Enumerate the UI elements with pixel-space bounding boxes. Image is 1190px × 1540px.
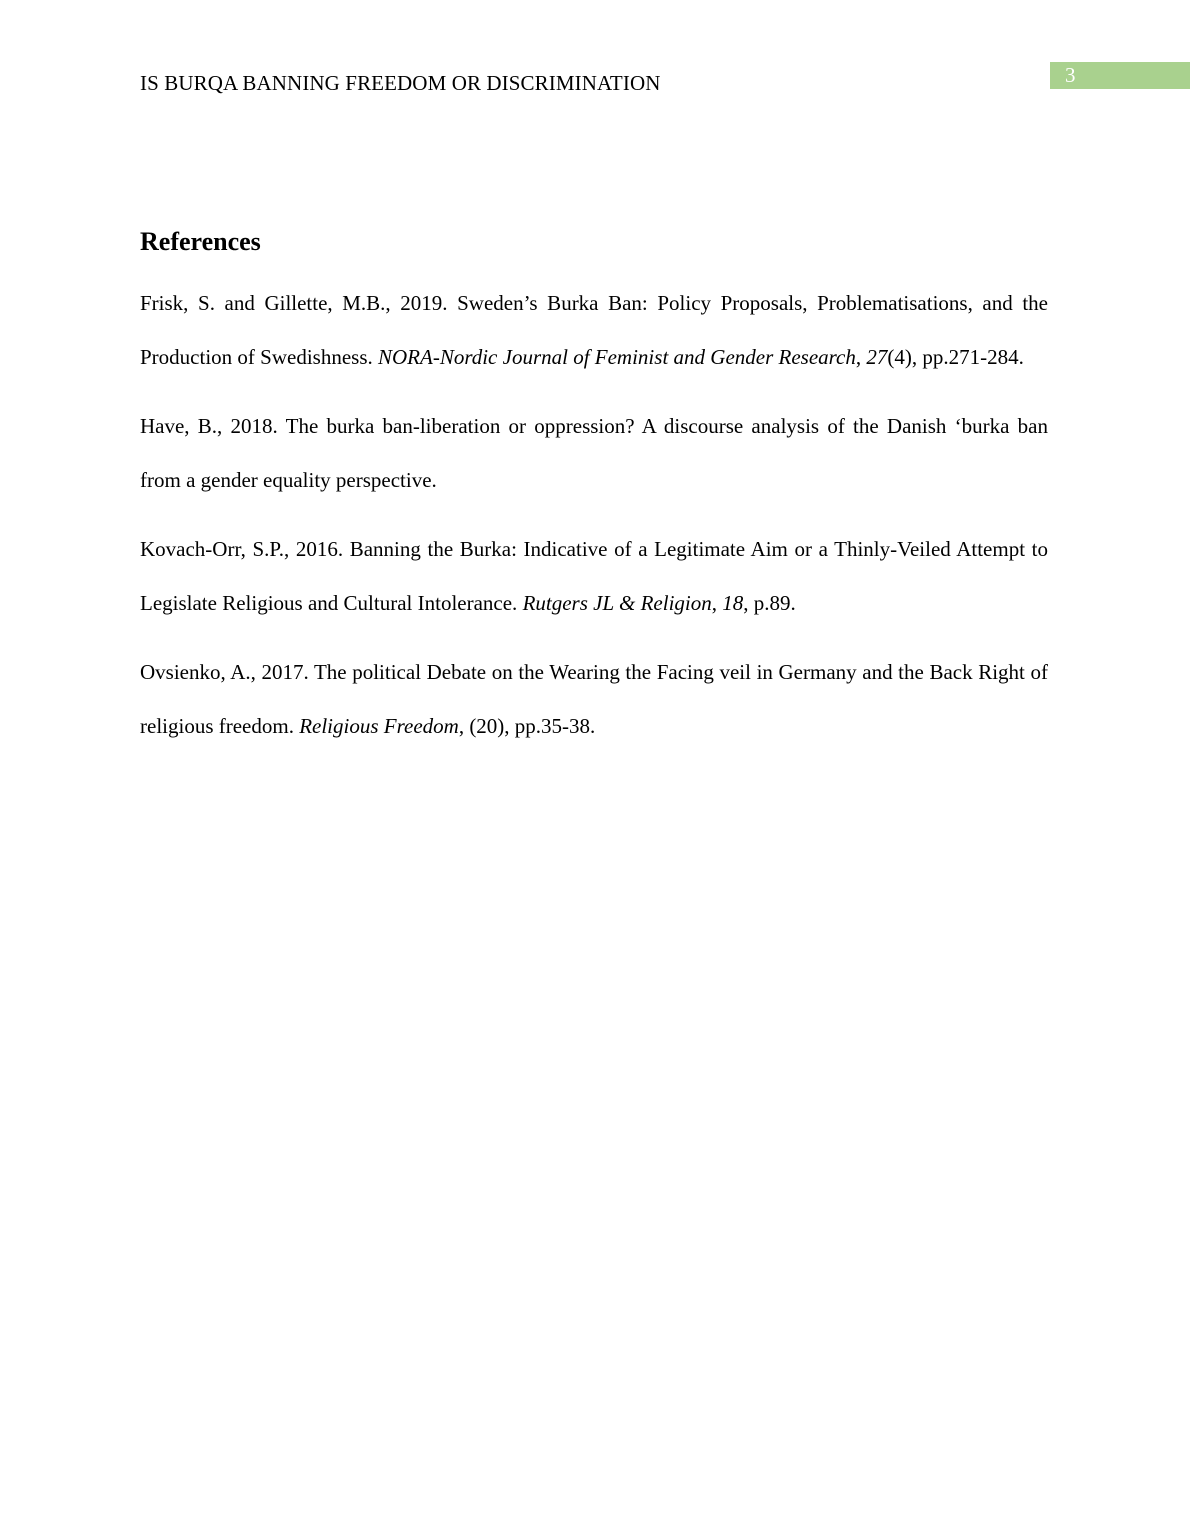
reference-volume: 18 [722, 591, 744, 615]
reference-lead: Frisk, S. and Gillette, M.B., 2019. Sweden’s Burka Ban: Policy Proposals, Problematisations, and the Production of Swedishness. [140, 291, 1048, 369]
reference-lead: Kovach-Orr, S.P., 2016. Banning the Burka: Indicative of a Legitimate Aim or a Thinly-Veiled Attempt to Legislate Religious and Cultural Intolerance. [140, 537, 1048, 615]
reference-lead: Ovsienko, A., 2017. The political Debate on the Wearing the Facing veil in Germany and the Back Right of religious freedom. [140, 660, 1048, 738]
references-list [140, 276, 1048, 768]
reference-journal: Religious Freedom [299, 714, 459, 738]
reference-lead: Have, B., 2018. The burka ban-liberation or oppression? A discourse analysis of the Danish ‘burka ban from a gender equality perspective. [140, 414, 1048, 492]
reference-journal: NORA-Nordic Journal of Feminist and Gender Research [378, 345, 856, 369]
reference-tail: , (20), pp.35-38. [458, 714, 596, 738]
reference-item [140, 276, 1048, 384]
reference-tail: , p.89. [743, 591, 796, 615]
reference-tail: (4), pp.271-284. [887, 345, 1024, 369]
reference-separator: , [855, 345, 867, 369]
reference-item [140, 399, 1048, 507]
reference-separator: , [711, 591, 723, 615]
running-head: IS BURQA BANNING FREEDOM OR DISCRIMINATION [140, 71, 661, 95]
reference-journal: Rutgers JL & Religion [522, 591, 712, 615]
reference-item [140, 645, 1048, 753]
page-number-box [1050, 62, 1190, 89]
references-heading: References [140, 227, 261, 256]
page-number: 3 [1065, 63, 1076, 87]
reference-volume: 27 [866, 345, 888, 369]
reference-item [140, 522, 1048, 630]
